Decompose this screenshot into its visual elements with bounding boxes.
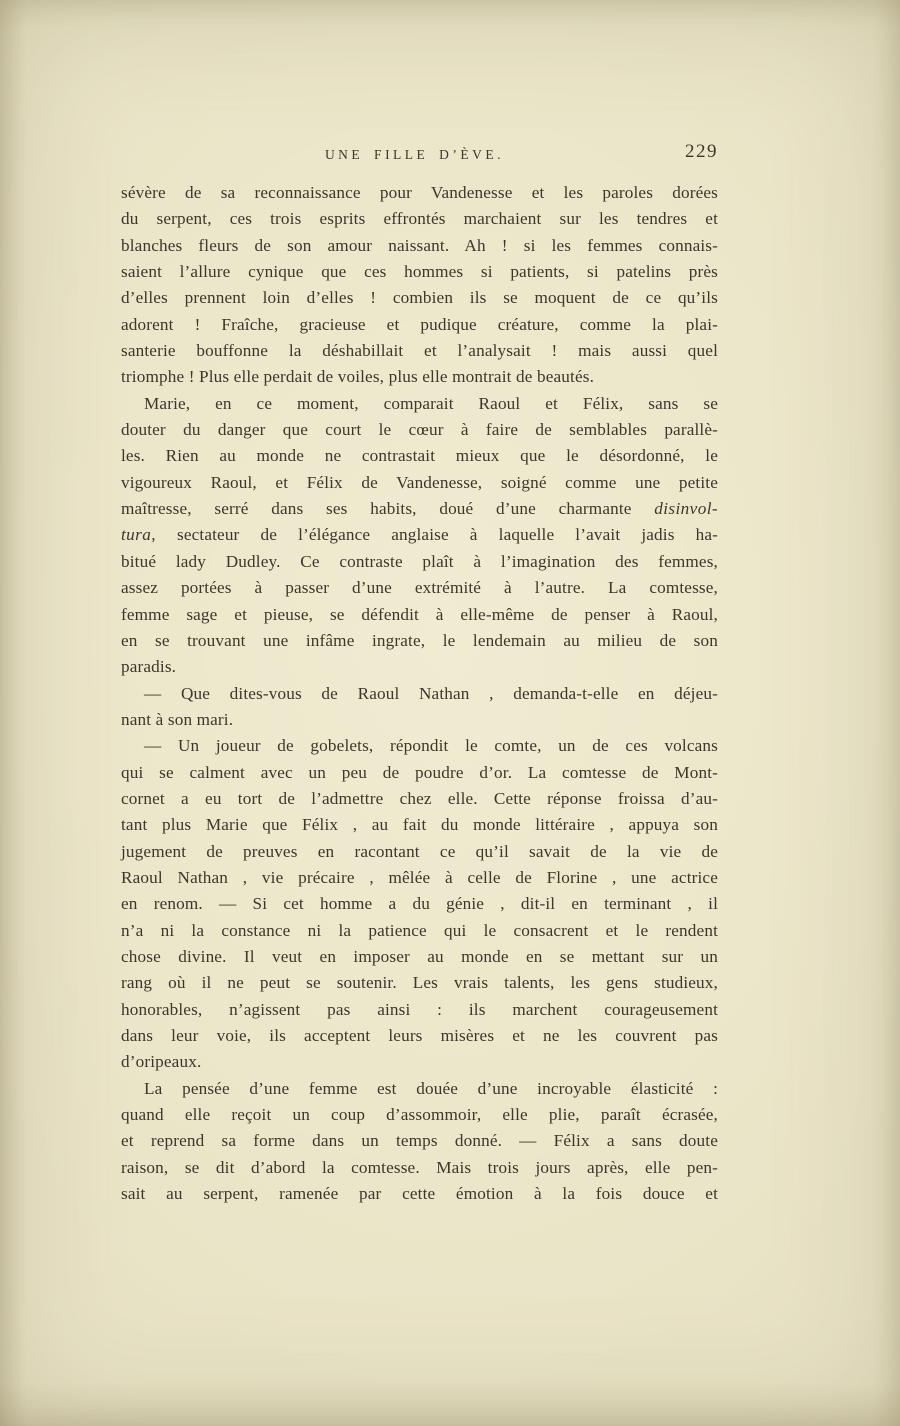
text-line: adorent ! Fraîche, gracieuse et pudique créature, comme la plai- bbox=[121, 314, 718, 334]
text-line: sait au serpent, ramenée par cette émotion à la fois douce et bbox=[121, 1184, 718, 1204]
text-line: La pensée d’une femme est douée d’une incroyable élasticité : bbox=[144, 1078, 718, 1098]
text-line: en se trouvant une infâme ingrate, le lendemain au milieu de son bbox=[121, 630, 718, 650]
text-line: bitué lady Dudley. Ce contraste plaît à l’imagination des femmes, bbox=[121, 551, 718, 571]
text-line: chose divine. Il veut en imposer au monde en se mettant sur un bbox=[121, 946, 718, 966]
text-line: du serpent, ces trois esprits effrontés marchaient sur les tendres et bbox=[121, 209, 718, 229]
text-line: assez portées à passer d’une extrémité à l’autre. La comtesse, bbox=[121, 578, 718, 598]
text-line: femme sage et pieuse, se défendit à elle-même de penser à Raoul, bbox=[121, 604, 718, 624]
page-header bbox=[121, 141, 718, 173]
text-line: santerie bouffonne la déshabillait et l’analysait ! mais aussi quel bbox=[121, 341, 718, 361]
text-line: dans leur voie, ils acceptent leurs misères et ne les couvrent pas bbox=[121, 1026, 718, 1045]
text-line: et reprend sa forme dans un temps donné. — Félix a sans doute bbox=[121, 1131, 718, 1151]
text-line: d’elles prennent loin d’elles ! combien ils se moquent de ce qu’ils bbox=[121, 288, 718, 308]
text-line: tura, sectateur de l’élégance anglaise à laquelle l’avait jadis ha- bbox=[121, 525, 718, 545]
text-line: saient l’allure cynique que ces hommes si patients, si patelins près bbox=[121, 262, 718, 282]
text-line: jugement de preuves en racontant ce qu’il savait de la vie de bbox=[121, 841, 718, 861]
text-line: n’a ni la constance ni la patience qui le consacrent et le rendent bbox=[121, 920, 718, 940]
text-line: nant à son mari. bbox=[121, 709, 234, 729]
text-line: blanches fleurs de son amour naissant. Ah ! si les femmes connais- bbox=[121, 235, 718, 255]
text-line: triomphe ! Plus elle perdait de voiles, plus elle montrait de beautés. bbox=[121, 367, 595, 387]
text-line: vigoureux Raoul, et Félix de Vandenesse, soigné comme une petite bbox=[121, 472, 718, 492]
text-line: sévère de sa reconnaissance pour Vandenesse et les paroles dorées bbox=[121, 183, 718, 202]
page-number: 229 bbox=[685, 141, 718, 162]
text-line: paradis. bbox=[121, 657, 177, 677]
text-block bbox=[121, 180, 718, 1207]
text-line: honorables, n’agissent pas ainsi : ils marchent courageusement bbox=[121, 999, 718, 1019]
text-line: douter du danger que court le cœur à faire de semblables parallè- bbox=[121, 420, 718, 440]
text-line: qui se calment avec un peu de poudre d’or. La comtesse de Mont- bbox=[121, 762, 718, 782]
text-line: cornet a eu tort de l’admettre chez elle. Cette réponse froissa d’au- bbox=[121, 788, 718, 808]
text-line: — Un joueur de gobelets, répondit le comte, un de ces volcans bbox=[144, 736, 718, 756]
text-line: en renom. — Si cet homme a du génie , dit-il en terminant , il bbox=[121, 894, 718, 914]
text-line: rang où il ne peut se soutenir. Les vrais talents, les gens studieux, bbox=[121, 973, 718, 993]
running-title: UNE FILLE D’ÈVE. bbox=[324, 147, 505, 162]
text-line: d’oripeaux. bbox=[121, 1052, 202, 1072]
text-line: Raoul Nathan , vie précaire , mêlée à celle de Florine , une actrice bbox=[121, 867, 718, 887]
text-line: raison, se dit d’abord la comtesse. Mais trois jours après, elle pen- bbox=[121, 1157, 718, 1177]
text-line: tant plus Marie que Félix , au fait du monde littéraire , appuya son bbox=[121, 815, 718, 835]
text-line: quand elle reçoit un coup d’assommoir, elle plie, paraît écrasée, bbox=[121, 1105, 718, 1125]
text-line: Marie, en ce moment, comparait Raoul et Félix, sans se bbox=[144, 393, 718, 413]
text-line: les. Rien au monde ne contrastait mieux que le désordonné, le bbox=[121, 446, 718, 466]
text-line: maîtresse, serré dans ses habits, doué d’une charmante disinvol- bbox=[121, 499, 718, 519]
text-line: — Que dites-vous de Raoul Nathan , demanda-t-elle en déjeu- bbox=[144, 683, 718, 703]
